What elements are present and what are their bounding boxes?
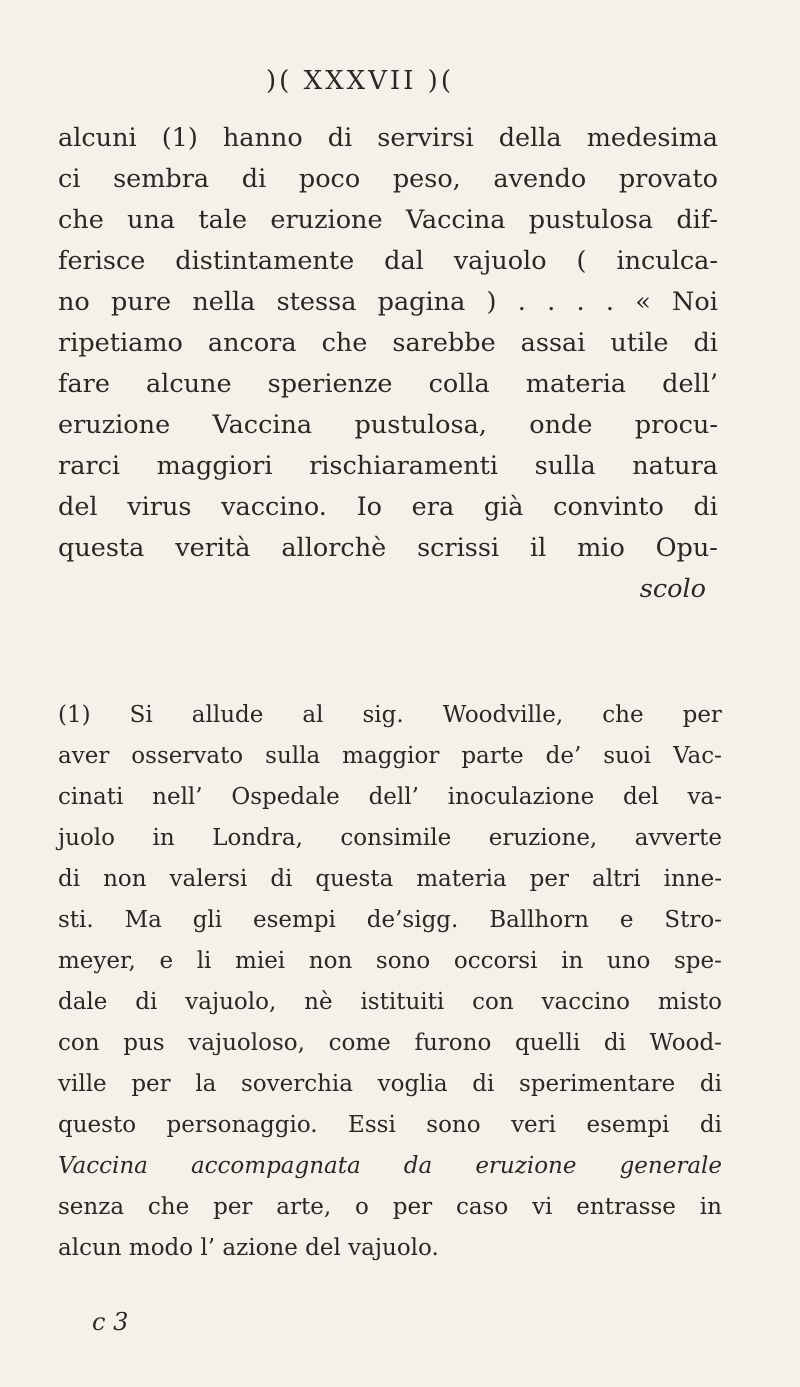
footnote — [58, 695, 722, 1269]
footnote-line: Vaccina accompagnata da eruzione generale — [58, 1153, 722, 1179]
signature-mark: c 3 — [92, 1308, 129, 1336]
page-number: )( XXXVII )( — [266, 66, 454, 96]
footnote-line: ville per la soverchia voglia di sperimentare di — [58, 1071, 722, 1097]
text-line: no pure nella stessa pagina ) . . . . « Noi — [58, 287, 718, 317]
text-line: fare alcune sperienze colla materia dell’ — [58, 369, 718, 399]
footnote-line: dale di vajuolo, nè istituiti con vaccino misto — [58, 989, 722, 1015]
footnote-line: cinati nell’ Ospedale dell’ inoculazione del va- — [58, 784, 722, 810]
text-line: che una tale eruzione Vaccina pustulosa dif- — [58, 205, 718, 235]
text-line: rarci maggiori rischiaramenti sulla natura — [58, 451, 718, 481]
footnote-line: meyer, e li miei non sono occorsi in uno spe- — [58, 948, 722, 974]
footnote-line: con pus vajuoloso, come furono quelli di Wood- — [58, 1030, 722, 1056]
text-line: ripetiamo ancora che sarebbe assai utile di — [58, 328, 718, 358]
footnote-line: alcun modo l’ azione del vajuolo. — [58, 1235, 439, 1261]
text-line: scolo — [639, 574, 706, 604]
footnote-line: senza che per arte, o per caso vi entrasse in — [58, 1194, 722, 1220]
text-line: ci sembra di poco peso, avendo provato — [58, 164, 718, 194]
text-line: ferisce distintamente dal vajuolo ( inculca- — [58, 246, 718, 276]
footnote-line: (1) Si allude al sig. Woodville, che per — [58, 702, 722, 728]
footnote-line: questo personaggio. Essi sono veri esempi di — [58, 1112, 722, 1138]
main-text — [58, 118, 718, 610]
footnote-line: juolo in Londra, consimile eruzione, avverte — [58, 825, 722, 851]
text-line: eruzione Vaccina pustulosa, onde procu- — [58, 410, 718, 440]
footnote-line: aver osservato sulla maggior parte de’ suoi Vac- — [58, 743, 722, 769]
text-line: questa verità allorchè scrissi il mio Opu- — [58, 533, 718, 563]
footnote-line: sti. Ma gli esempi de’sigg. Ballhorn e Stro- — [58, 907, 722, 933]
text-line: del virus vaccino. Io era già convinto di — [58, 492, 718, 522]
text-line: alcuni (1) hanno di servirsi della medesima — [58, 123, 718, 153]
footnote-line: di non valersi di questa materia per altri inne- — [58, 866, 722, 892]
